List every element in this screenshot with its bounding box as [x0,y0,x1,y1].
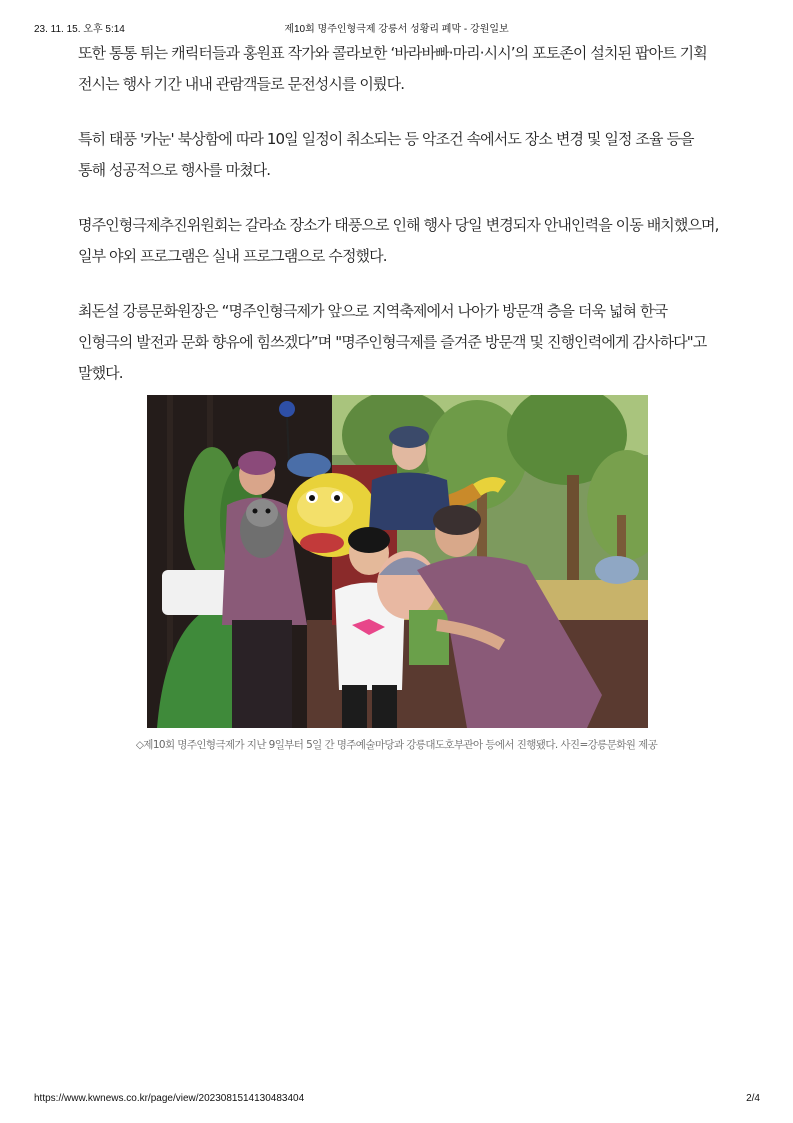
puppet-show-photo [147,395,648,728]
photo-caption: ◇제10회 명주인형극제가 지난 9일부터 5일 간 명주예술마당과 강릉대도호부관아 등에서 진행됐다. 사진=강릉문화원 제공 [135,739,658,751]
print-page-title: 제10회 명주인형극제 강릉서 성황리 폐막 - 강원일보 [284,24,509,35]
article-paragraph: 최돈설 강릉문화원장은 “명주인형극제가 앞으로 지역축제에서 나아가 방문객 층을 더욱 넓혀 한국 인형극의 발전과 문화 향유에 힘쓰겠다”며 "명주인형극제를 즐겨준 방문객 및 진행인력에게 감사하다"고 말했다. [78,302,707,382]
article-body [78,38,720,413]
article-paragraph: 또한 통통 튀는 캐릭터들과 홍원표 작가와 콜라보한 ‘바라바빠·마리·시시’의 포토존이 설치된 팝아트 기획 전시는 행사 기간 내내 관람객들로 문전성시를 이뤘다. [78,44,707,93]
print-datetime: 23. 11. 15. 오후 5:14 [34,24,125,35]
print-page-number: 2/4 [746,1093,760,1104]
article-paragraph: 명주인형극제추진위원회는 갈라쇼 장소가 태풍으로 인해 행사 당일 변경되자 안내인력을 이동 배치했으며, 일부 야외 프로그램은 실내 프로그램으로 수정했다. [78,216,719,265]
print-footer [0,1093,793,1107]
print-url: https://www.kwnews.co.kr/page/view/2023081514130483404 [34,1093,305,1104]
article-paragraph: 특히 태풍 '카눈' 북상함에 따라 10일 일정이 취소되는 등 악조건 속에서도 장소 변경 및 일정 조율 등을 통해 성공적으로 행사를 마쳤다. [78,130,694,179]
print-header [0,20,793,34]
article-photo [147,395,648,728]
